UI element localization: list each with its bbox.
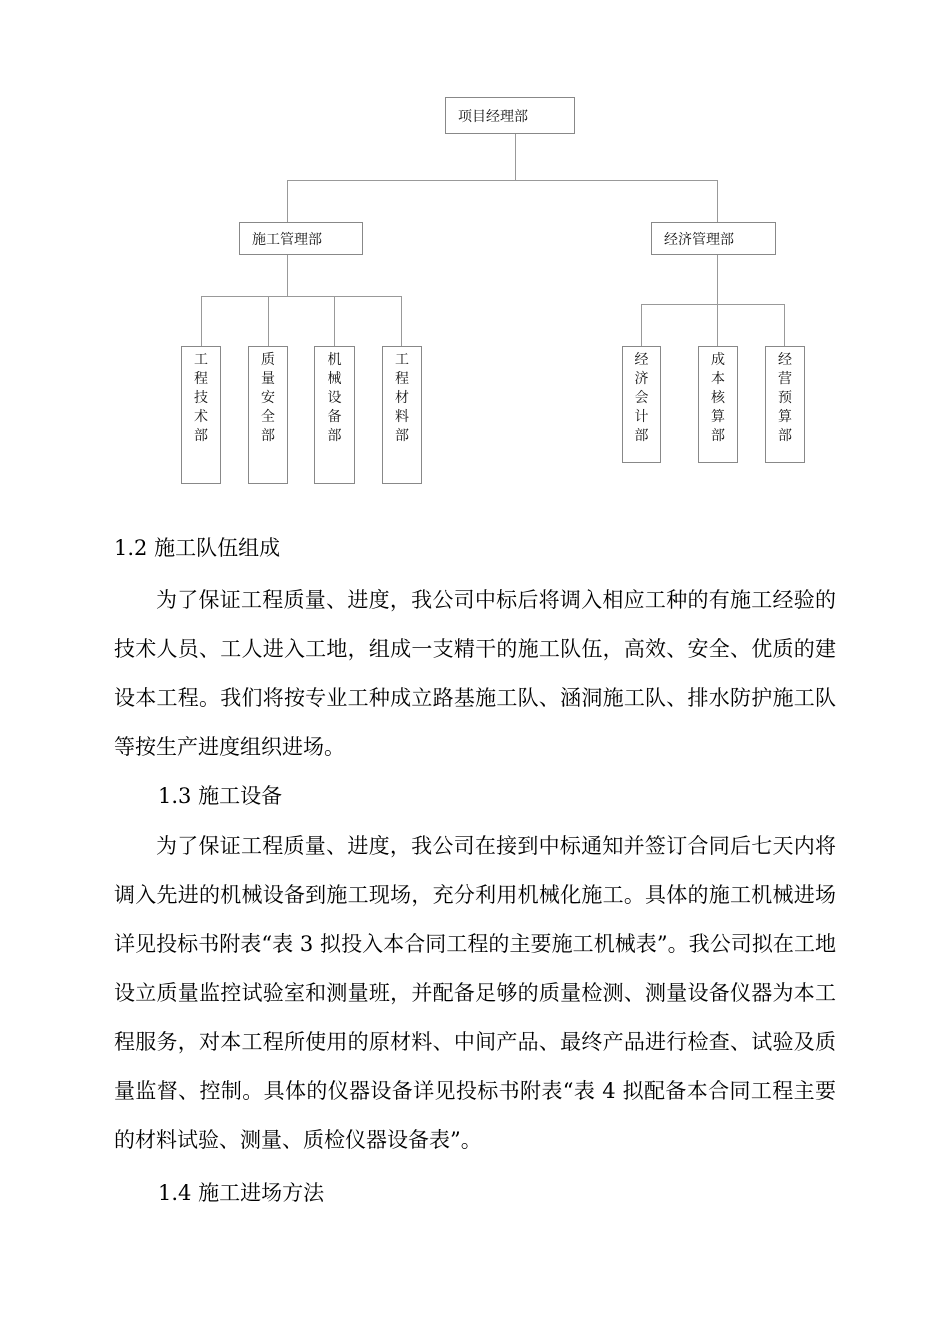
connector-line (784, 304, 785, 346)
org-dept-box: 工 程 技 术 部 (181, 346, 221, 484)
section-paragraph: 为了保证工程质量、进度，我公司在接到中标通知并签订合同后七天内将调入先进的机械设备到施工现场，充分利用机械化施工。具体的施工机械进场详见投标书附表“表 3 拟投入本合同工程的主要施工机械表”。我公司拟在工地设立质量监控试验室和测量班，并配备足够的质量检测、测量设备仪器为本工程服务，对本工程所使用的原材料、中间产品、最终产品进行检查、试验及质量监督、控制。具体的仪器设备详见投标书附表“表 4 拟配备本合同工程主要的材料试验、测量、质检仪器设备表”。 (114, 834, 836, 1152)
connector-line (334, 296, 335, 346)
connector-line (641, 304, 642, 346)
connector-line (717, 254, 718, 304)
org-dept-box: 工 程 材 料 部 (382, 346, 422, 484)
org-dept-box: 经 营 预 算 部 (765, 346, 805, 463)
org-root-box: 项目经理部 (445, 97, 575, 134)
org-dept-box: 经 济 会 计 部 (622, 346, 661, 463)
connector-line (717, 304, 718, 346)
org-branch-construction: 施工管理部 (239, 222, 363, 255)
connector-line (268, 296, 269, 346)
section-paragraph: 为了保证工程质量、进度，我公司中标后将调入相应工种的有施工经验的技术人员、工人进入工地，组成一支精干的施工队伍，高效、安全、优质的建设本工程。我们将按专业工种成立路基施工队、涵洞施工队、排水防护施工队等按生产进度组织进场。 (114, 588, 836, 759)
connector-line (641, 304, 785, 305)
org-branch-economy: 经济管理部 (651, 222, 776, 255)
org-dept-box: 成 本 核 算 部 (698, 346, 738, 463)
section-heading: 1.4 施工进场方法 (158, 1181, 325, 1205)
org-dept-box: 机 械 设 备 部 (314, 346, 355, 484)
section-heading: 1.2 施工队伍组成 (114, 536, 281, 560)
org-dept-box: 质 量 安 全 部 (248, 346, 288, 484)
connector-line (515, 133, 516, 180)
org-chart (0, 0, 950, 500)
connector-line (287, 180, 718, 181)
connector-line (287, 180, 288, 222)
connector-line (201, 296, 402, 297)
connector-line (717, 180, 718, 222)
connector-line (401, 296, 402, 346)
connector-line (201, 296, 202, 346)
connector-line (287, 254, 288, 296)
section-heading: 1.3 施工设备 (158, 784, 283, 808)
